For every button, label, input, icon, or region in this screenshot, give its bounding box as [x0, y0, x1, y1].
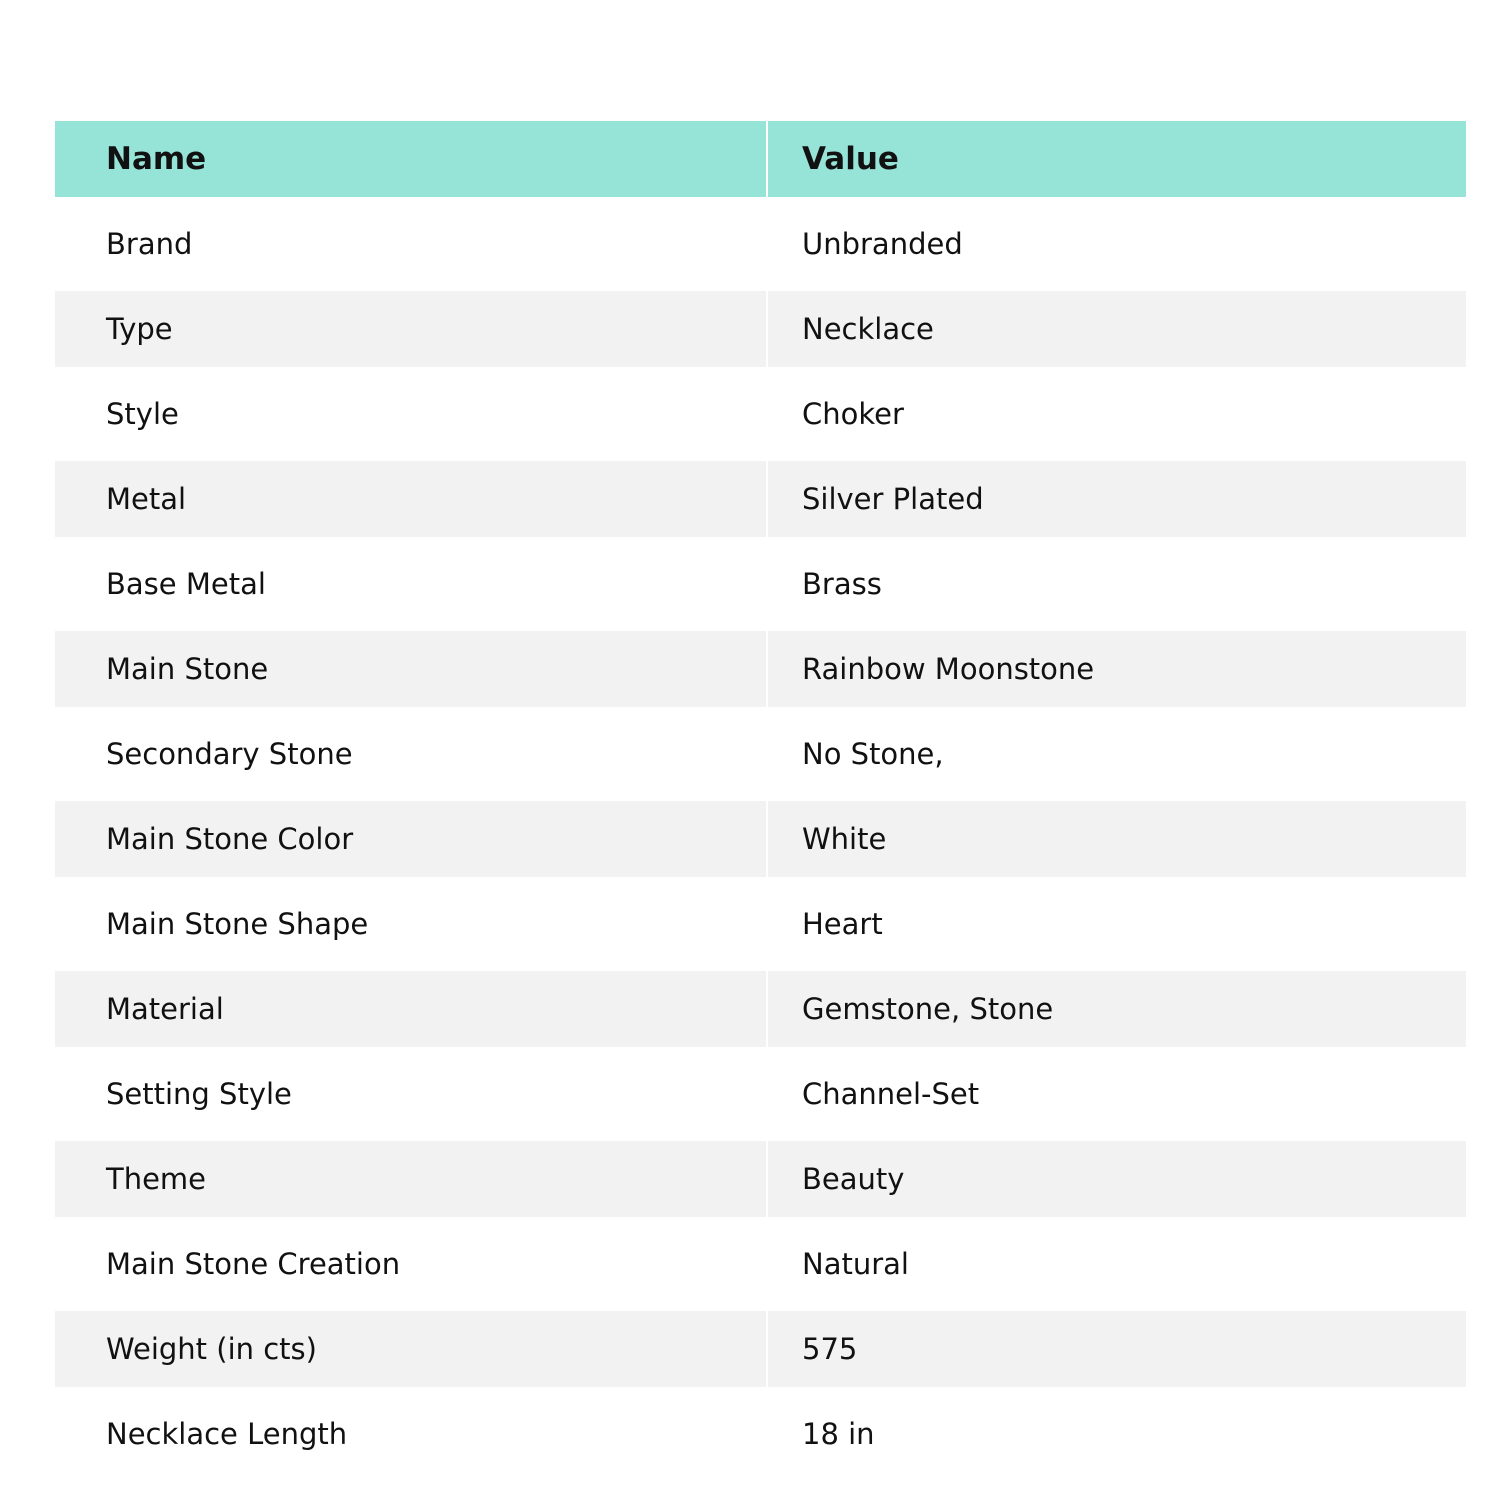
row-name: Theme	[55, 1141, 766, 1217]
row-value: White	[766, 801, 1466, 877]
row-name: Brand	[106, 226, 193, 261]
row-value: Natural	[766, 1217, 1466, 1311]
row-value: Silver Plated	[766, 461, 1466, 537]
header-value: Value	[766, 121, 1466, 197]
row-value: Brass	[766, 537, 1466, 631]
row-name: Setting Style	[106, 1076, 292, 1111]
row-value: Unbranded	[766, 197, 1466, 291]
row-name: Material	[55, 971, 766, 1047]
row-value: Channel-Set	[766, 1047, 1466, 1141]
row-value: Choker	[766, 367, 1466, 461]
row-name: Style	[106, 396, 179, 431]
row-name: Base Metal	[106, 566, 266, 601]
row-value: No Stone,	[766, 707, 1466, 801]
row-name: Type	[55, 291, 766, 367]
row-name: Main Stone	[55, 631, 766, 707]
row-name: Weight (in cts)	[55, 1311, 766, 1387]
spec-table	[55, 121, 1466, 1481]
row-value: Necklace	[766, 291, 1466, 367]
row-name: Metal	[55, 461, 766, 537]
row-value: 18 in	[766, 1387, 1466, 1481]
row-value: Heart	[766, 877, 1466, 971]
row-name: Main Stone Creation	[106, 1246, 401, 1281]
row-name: Necklace Length	[106, 1416, 348, 1451]
row-value: Gemstone, Stone	[766, 971, 1466, 1047]
row-name: Main Stone Color	[55, 801, 766, 877]
row-value: Beauty	[766, 1141, 1466, 1217]
row-value: Rainbow Moonstone	[766, 631, 1466, 707]
row-value: 575	[766, 1311, 1466, 1387]
row-name: Main Stone Shape	[106, 906, 369, 941]
header-name: Name	[55, 121, 766, 197]
row-name: Secondary Stone	[106, 736, 353, 771]
